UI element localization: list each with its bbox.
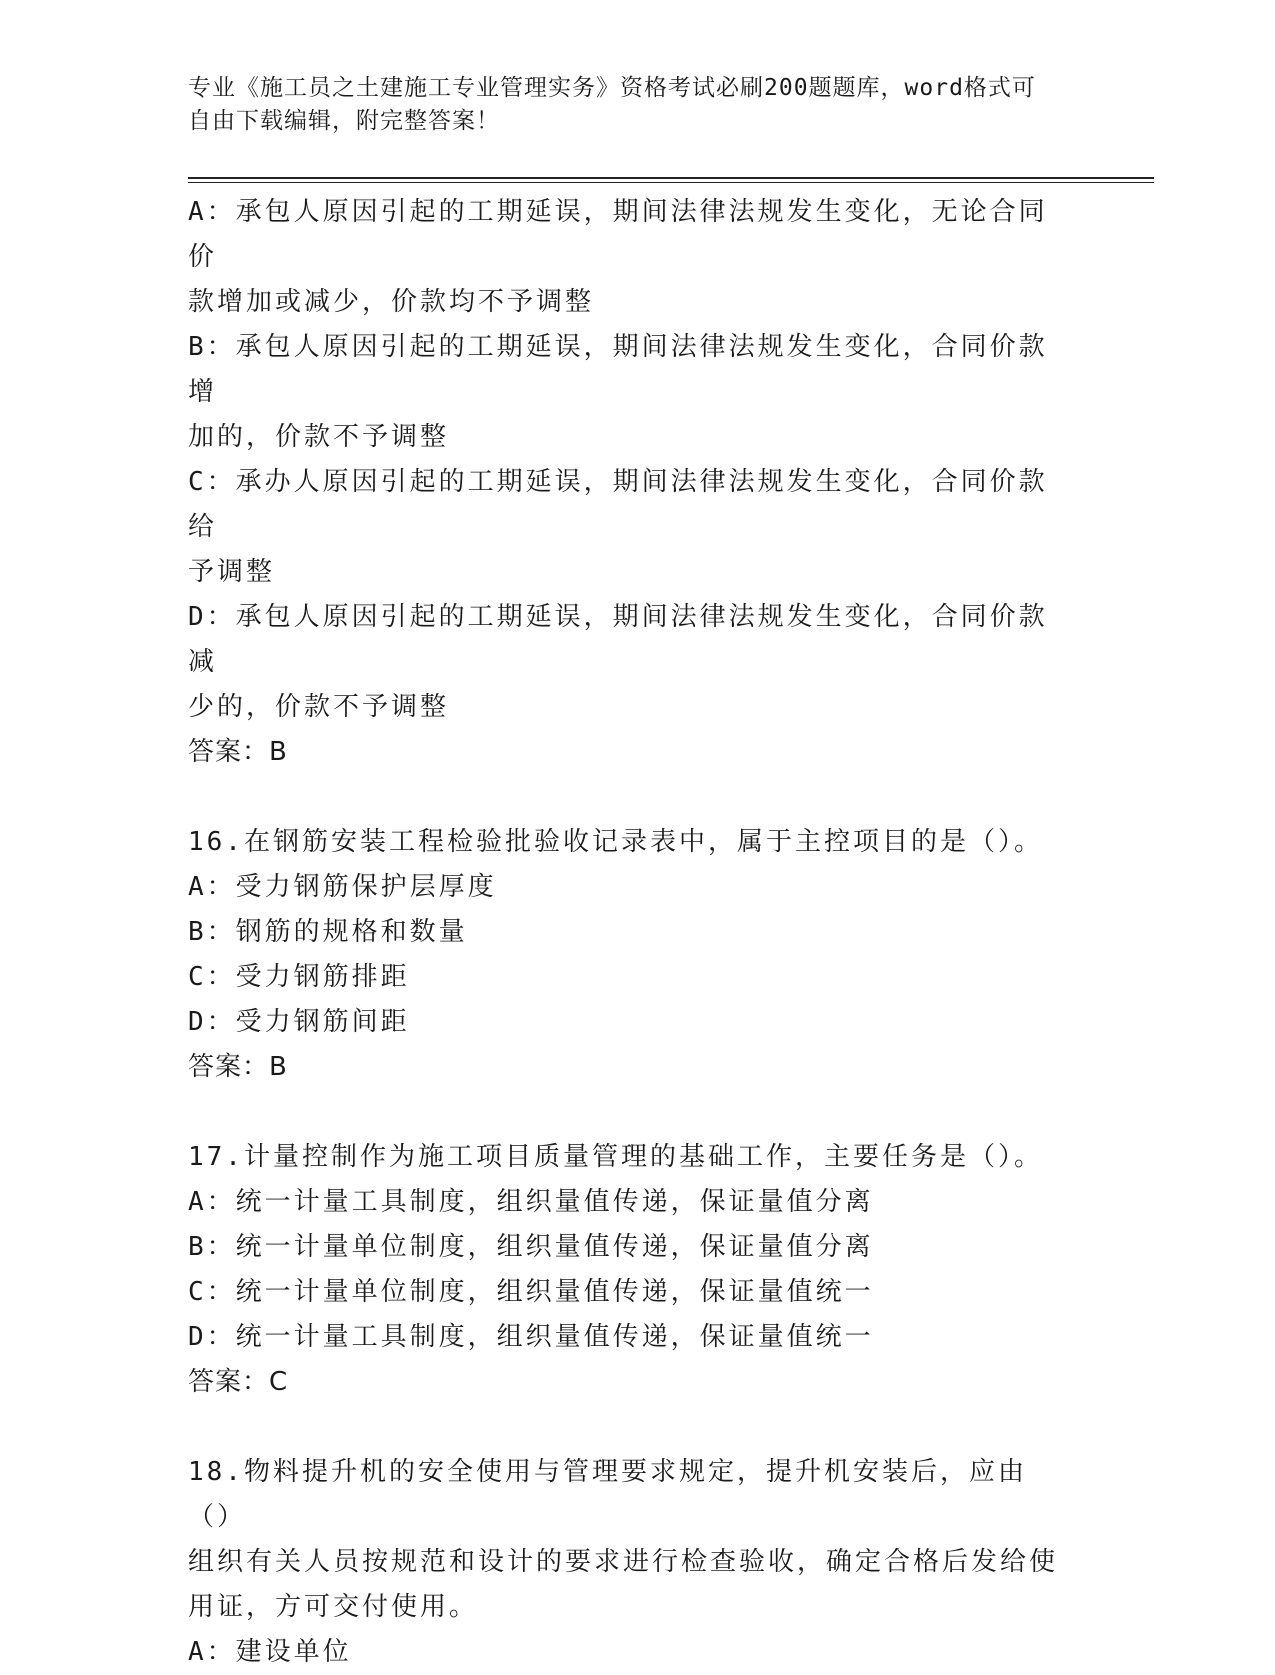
question-block-17 xyxy=(188,1135,1068,1405)
spacer xyxy=(188,1405,1068,1450)
option-c-continued: 予调整 xyxy=(188,557,276,587)
question-stem-continued: 组织有关人员按规范和设计的要求进行检查验收，确定合格后发给使 xyxy=(188,1547,1059,1577)
question-stem: 18.物料提升机的安全使用与管理要求规定，提升机安装后，应由（） xyxy=(188,1457,1027,1532)
answer: 答案：B xyxy=(188,737,288,767)
option-a-continued: 款增加或减少，价款均不予调整 xyxy=(188,287,595,317)
question-block-15 xyxy=(188,190,1068,775)
question-content xyxy=(188,190,1068,1675)
option-b: B：钢筋的规格和数量 xyxy=(188,917,468,947)
option-a: A：统一计量工具制度，组织量值传递，保证量值分离 xyxy=(188,1187,874,1217)
option-d: D：承包人原因引起的工期延误，期间法律法规发生变化，合同价款减 xyxy=(188,602,1048,677)
option-b: B：承包人原因引起的工期延误，期间法律法规发生变化，合同价款增 xyxy=(188,332,1048,407)
option-d-continued: 少的，价款不予调整 xyxy=(188,692,450,722)
spacer xyxy=(188,1090,1068,1135)
header-title-line-1: 专业《施工员之土建施工专业管理实务》资格考试必刷200题题库，word格式可 xyxy=(188,75,1036,101)
option-b-continued: 加的，价款不予调整 xyxy=(188,422,450,452)
document-header xyxy=(188,72,1068,138)
spacer xyxy=(188,775,1068,820)
option-c: C：统一计量单位制度，组织量值传递，保证量值统一 xyxy=(188,1277,874,1307)
option-a: A：建设单位 xyxy=(188,1637,352,1667)
answer: 答案：B xyxy=(188,1052,288,1082)
option-c: C：承办人原因引起的工期延误，期间法律法规发生变化，合同价款给 xyxy=(188,467,1048,542)
question-stem: 16.在钢筋安装工程检验批验收记录表中，属于主控项目的是（）。 xyxy=(188,827,1043,857)
option-b: B：统一计量单位制度，组织量值传递，保证量值分离 xyxy=(188,1232,874,1262)
answer: 答案：C xyxy=(188,1367,289,1397)
question-stem-continued: 用证，方可交付使用。 xyxy=(188,1592,479,1622)
option-c: C：受力钢筋排距 xyxy=(188,962,410,992)
header-divider xyxy=(188,177,1154,179)
question-block-16 xyxy=(188,820,1068,1090)
header-title-line-2: 自由下载编辑，附完整答案！ xyxy=(188,108,500,134)
question-stem: 17.计量控制作为施工项目质量管理的基础工作，主要任务是（）。 xyxy=(188,1142,1043,1172)
option-a: A：受力钢筋保护层厚度 xyxy=(188,872,497,902)
option-a: A：承包人原因引起的工期延误，期间法律法规发生变化，无论合同价 xyxy=(188,197,1048,272)
option-d: D：统一计量工具制度，组织量值传递，保证量值统一 xyxy=(188,1322,874,1352)
question-block-18 xyxy=(188,1450,1068,1675)
header-divider-thin xyxy=(188,182,1154,183)
option-d: D：受力钢筋间距 xyxy=(188,1007,410,1037)
